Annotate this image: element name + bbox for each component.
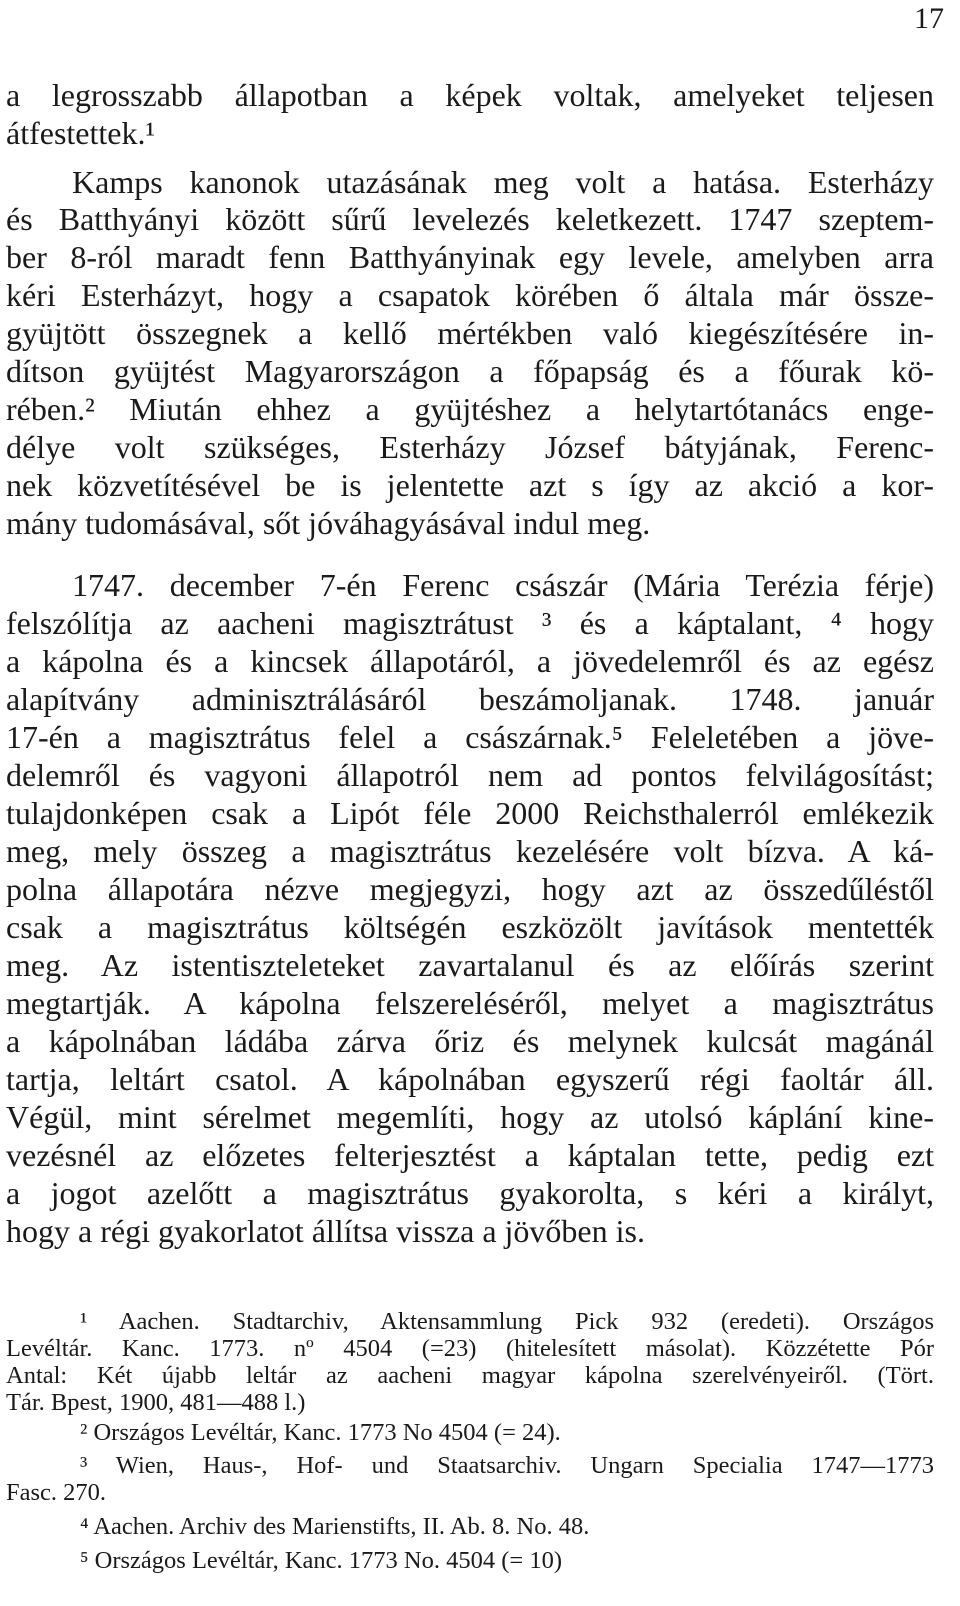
text-line: hogy a régi gyakorlatot állítsa vissza a jövőben is. [6,1213,645,1249]
text-line: Kamps kanonok utazásának meg volt a hatása. Esterházy [72,164,934,200]
text-line: Végül, mint sérelmet megemlíti, hogy az utolsó káplání kine- [6,1099,934,1135]
footnote-line: ² Országos Levéltár, Kanc. 1773 No 4504 (= 24). [80,1419,561,1446]
text-line: nek közvetítésével be is jelentette azt s így az akció a kor- [6,467,934,503]
text-line: a legrosszabb állapotban a képek voltak, amelyeket teljesen [6,77,934,113]
text-line: a kápolnában ládába zárva őriz és melynek kulcsát magánál [6,1023,934,1059]
text-line: rében.² Miután ehhez a gyüjtéshez a helytartótanács enge- [6,391,934,427]
footnote-line: ⁵ Országos Levéltár, Kanc. 1773 No. 4504 (= 10) [80,1547,562,1574]
footnote-line: Antal: Két újabb leltár az aacheni magyar kápolna szerelvényeiről. (Tört. [6,1362,934,1389]
text-line: és Batthyányi között sűrű levelezés keletkezett. 1747 szeptem- [6,201,934,237]
footnote-line: ³ Wien, Haus-, Hof- und Staatsarchiv. Ungarn Specialia 1747—1773 [80,1452,934,1479]
text-line: tartja, leltárt csatol. A kápolnában egyszerű régi faoltár áll. [6,1061,934,1097]
text-line: kéri Esterházyt, hogy a csapatok körében ő általa már össze- [6,277,934,313]
text-line: vezésnél az előzetes felterjesztést a káptalan tette, pedig ezt [6,1137,934,1173]
text-line: meg, mely összeg a magisztrátus kezelésére volt bízva. A ká- [6,833,934,869]
text-line: mány tudomásával, sőt jóváhagyásával indul meg. [6,505,651,541]
text-line: felszólítja az aacheni magisztrátust ³ és a káptalant, ⁴ hogy [6,605,934,641]
footnote-line: Levéltár. Kanc. 1773. nº 4504 (=23) (hitelesített másolat). Közzétette Pór [6,1335,934,1362]
text-line: átfestettek.¹ [6,115,156,151]
text-line: megtartják. A kápolna felszereléséről, melyet a magisztrátus [6,985,934,1021]
text-line: alapítvány adminisztrálásáról beszámoljanak. 1748. január [6,681,934,717]
page-number: 17 [914,2,944,35]
text-line: 17-én a magisztrátus felel a császárnak.⁵ Feleletében a jöve- [6,719,934,755]
text-line: delemről és vagyoni állapotról nem ad pontos felvilágosítást; [6,757,934,793]
text-line: 1747. december 7-én Ferenc császár (Mária Terézia férje) [72,567,934,603]
text-line: gyüjtött összegnek a kellő mértékben való kiegészítésére in- [6,315,934,351]
text-line: meg. Az istentiszteleteket zavartalanul és az előírás szerint [6,947,934,983]
text-line: polna állapotára nézve megjegyzi, hogy azt az összedűléstől [6,871,934,907]
text-line: tulajdonképen csak a Lipót féle 2000 Reichsthalerról emlékezik [6,795,934,831]
text-line: csak a magisztrátus költségén eszközölt javítások mentették [6,909,934,945]
text-line: a jogot azelőtt a magisztrátus gyakorolta, s kéri a királyt, [6,1175,934,1211]
footnote-line: Fasc. 270. [6,1479,107,1506]
text-line: ber 8-ról maradt fenn Batthyányinak egy levele, amelyben arra [6,239,934,275]
text-line: délye volt szükséges, Esterházy József bátyjának, Ferenc- [6,429,934,465]
footnote-line: ⁴ Aachen. Archiv des Marienstifts, II. Ab. 8. No. 48. [80,1513,590,1540]
footnote-line: ¹ Aachen. Stadtarchiv, Aktensammlung Pick 932 (eredeti). Országos [80,1308,934,1335]
text-line: dítson gyüjtést Magyarországon a főpapság és a főurak kö- [6,353,934,389]
text-line: a kápolna és a kincsek állapotáról, a jövedelemről és az egész [6,643,934,679]
footnote-line: Tár. Bpest, 1900, 481—488 l.) [6,1389,306,1416]
